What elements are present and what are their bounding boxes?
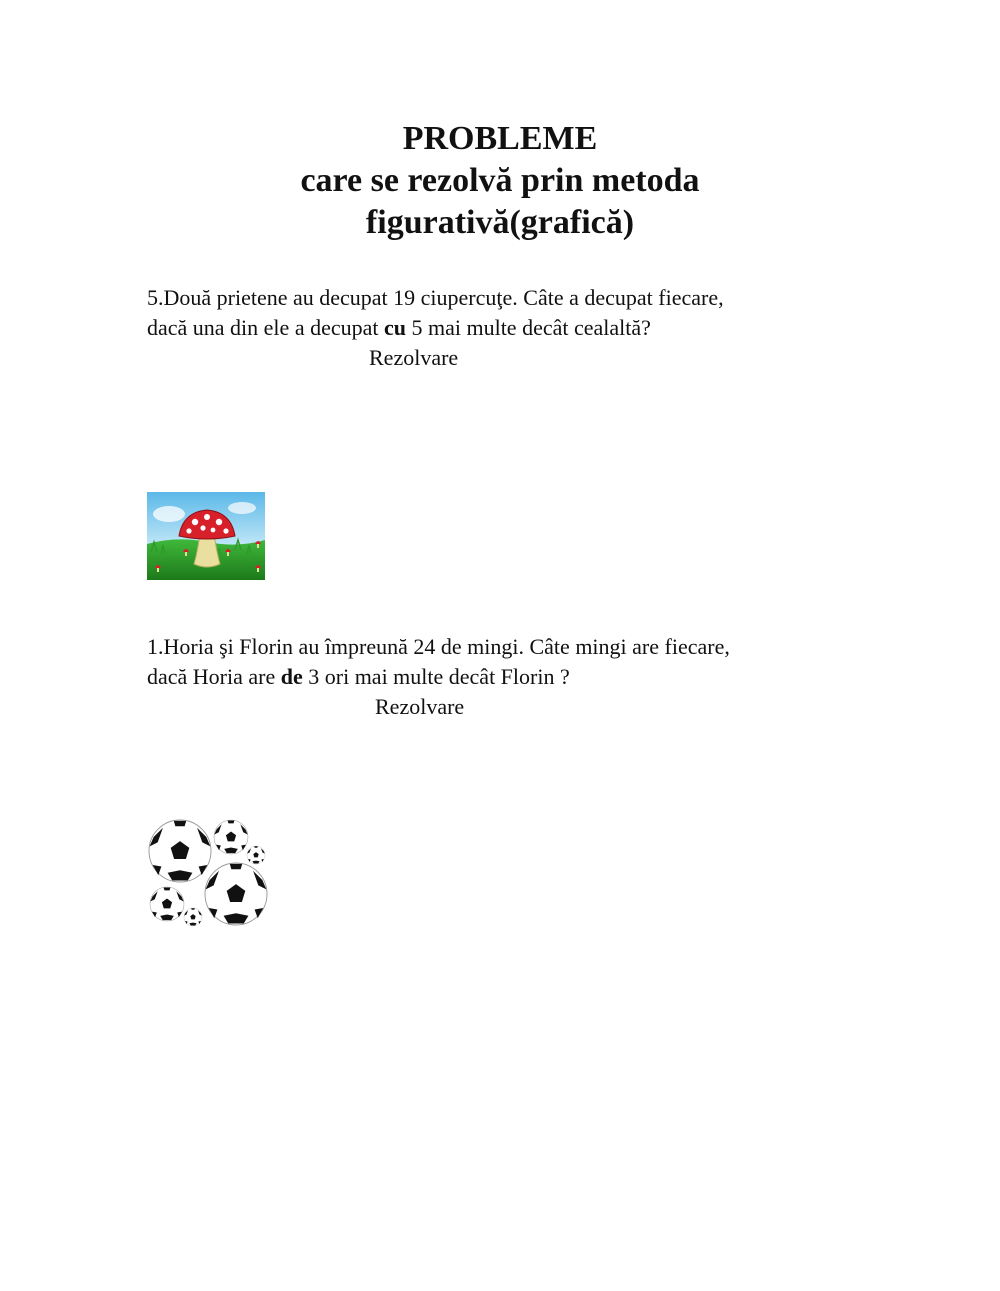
problem-1 bbox=[147, 632, 867, 692]
page-title bbox=[0, 118, 1000, 244]
problem-1-line-2 bbox=[147, 662, 867, 692]
title-line-1: PROBLEME bbox=[402, 120, 598, 157]
problem-1-keyword: de bbox=[280, 664, 303, 689]
soccer-balls-icon bbox=[146, 815, 270, 931]
problem-1-text-a: dacă Horia are bbox=[147, 664, 281, 689]
problem-5-text-b: 5 mai multe decât cealaltă? bbox=[405, 315, 651, 340]
title-line-2: care se rezolvă prin metoda bbox=[300, 162, 700, 199]
problem-5-solution-label: Rezolvare bbox=[369, 345, 459, 370]
problem-5 bbox=[147, 283, 867, 343]
problem-5-text-a: dacă una din ele a decupat bbox=[147, 315, 384, 340]
title-line-3: figurativă(grafică) bbox=[365, 204, 635, 241]
problem-1-text-b: 3 ori mai multe decât Florin ? bbox=[302, 664, 570, 689]
problem-5-line-1: 5.Două prietene au decupat 19 ciupercuţe. Câte a decupat fiecare, bbox=[147, 285, 724, 310]
problem-5-line-2 bbox=[147, 313, 867, 343]
problem-1-line-1: 1.Horia şi Florin au împreună 24 de mingi. Câte mingi are fiecare, bbox=[147, 634, 730, 659]
problem-5-keyword: cu bbox=[383, 315, 406, 340]
problem-1-solution-label: Rezolvare bbox=[375, 694, 465, 719]
mushroom-icon bbox=[147, 492, 265, 580]
